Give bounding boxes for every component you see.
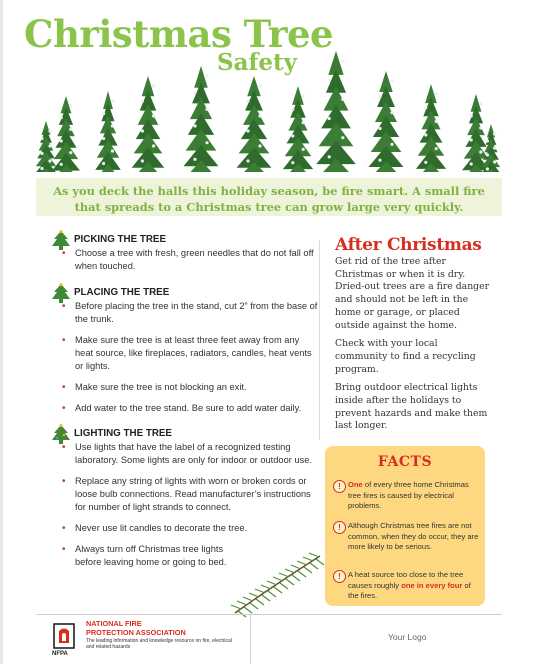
organization-name-line: NATIONAL FIRE (86, 619, 142, 628)
nfpa-logo-label: NFPA (52, 651, 68, 657)
nfpa-logo-icon (53, 623, 75, 651)
fact-highlight: one in every four (401, 580, 463, 590)
alert-icon: ! (333, 480, 346, 493)
alert-icon: ! (333, 521, 346, 534)
bullet-list (60, 300, 318, 423)
facts-box (325, 446, 485, 606)
after-paragraph: Bring outdoor electrical lights inside after the holidays to prevent hazards and make them last longer. (335, 382, 488, 432)
bullet-item: • Make sure the tree is at least three feet away from any heat source, like fireplaces, radiators, candles, heat vents or lights. (60, 334, 318, 373)
after-christmas-body (335, 256, 490, 439)
bullet-item: • Always turn off Christmas tree lights before leaving home or going to bed. (60, 543, 235, 569)
fact-text (348, 570, 483, 602)
after-paragraph: Get rid of the tree after Christmas or when it is dry. Dried-out trees are a fire danger and should not be left in the home or garage, or placed outside against the home. (335, 256, 490, 331)
fact-body: of the fires. (348, 580, 471, 600)
footer-divider (36, 614, 502, 615)
bullet-item: • Add water to the tree stand. Be sure to add water daily. (60, 402, 318, 415)
bullet-item: • Before placing the tree in the stand, cut 2” from the base of the trunk. (60, 300, 318, 326)
bullet-list (60, 247, 318, 281)
fact-text: Although Christmas tree fires are not common, when they do occur, they are more likely to be serious. (348, 521, 479, 551)
page-border (0, 0, 3, 664)
section-title: LIGHTING THE TREE (74, 428, 172, 439)
bullet-item: • Replace any string of lights with worn or broken cords or loose bulb connections. Read manufacturer’s instructions for number of light strands to connect. (60, 475, 318, 514)
bullet-item: • Never use lit candles to decorate the tree. (60, 522, 318, 535)
section-title: PLACING THE TREE (74, 287, 170, 298)
fact-body: A heat source too close to the tree causes roughly (348, 570, 464, 590)
section-title: PICKING THE TREE (74, 234, 166, 245)
your-logo-placeholder: Your Logo (388, 632, 427, 642)
bullet-item: • Make sure the tree is not blocking an exit. (60, 381, 318, 394)
fact-body: of every three home Christmas tree fires is caused by electrical problems. (348, 480, 469, 510)
after-paragraph: Check with your local community to find a recycling program. (335, 338, 476, 375)
page-subtitle: Safety (217, 49, 298, 76)
page-title: Christmas Tree (24, 12, 334, 56)
alert-icon: ! (333, 570, 346, 583)
footer-column-divider (250, 614, 251, 664)
after-christmas-title: After Christmas (335, 235, 482, 255)
fact-text (348, 480, 483, 512)
column-divider (319, 240, 320, 440)
bullet-item: • Use lights that have the label of a recognized testing laboratory. Some lights are only for indoor or outdoor use. (60, 441, 318, 467)
organization-name-line: PROTECTION ASSOCIATION (86, 627, 186, 637)
organization-tagline: The leading information and knowledge resource on fire, electrical and related hazards (86, 638, 232, 650)
intro-text: As you deck the halls this holiday season, be fire smart. A small fire that spreads to a Christmas tree can grow large very quickly. (53, 184, 485, 214)
facts-title: FACTS (377, 454, 433, 470)
pine-branch-image (230, 548, 328, 618)
fact-highlight: One (348, 480, 363, 489)
bullet-item: • Choose a tree with fresh, green needles that do not fall off when touched. (60, 247, 318, 273)
organization-name (86, 620, 236, 637)
